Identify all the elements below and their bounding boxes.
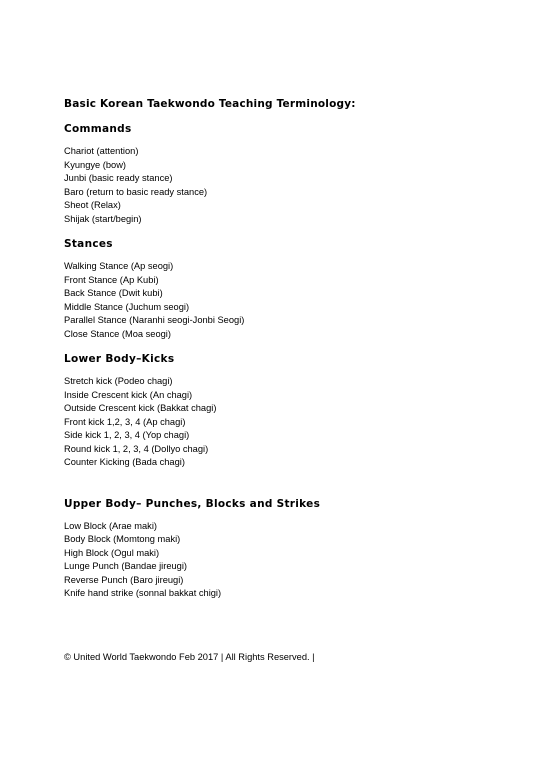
list-item: Side kick 1, 2, 3, 4 (Yop chagi) (64, 430, 190, 440)
section-kicks (64, 353, 504, 470)
list-item: Front Stance (Ap Kubi) (64, 274, 159, 285)
list-item: Walking Stance (Ap seogi) (64, 261, 174, 271)
section-heading-commands: Commands (64, 123, 132, 135)
list-item: Parallel Stance (Naranhi seogi-Jonbi Seogi) (64, 315, 245, 325)
list-item: Close Stance (Moa seogi) (64, 328, 171, 339)
list-item: Kyungye (bow) (64, 159, 127, 170)
section-heading-kicks: Lower Body–Kicks (64, 353, 175, 365)
list-item: High Block (Ogul maki) (64, 547, 160, 558)
list-item: Low Block (Arae maki) (64, 520, 157, 531)
section-stances (64, 238, 504, 341)
list-item: Body Block (Momtong maki) (64, 534, 181, 544)
document-content (64, 98, 504, 613)
list-item: Baro (return to basic ready stance) (64, 186, 208, 197)
list-item: Junbi (basic ready stance) (64, 173, 173, 183)
term-list-commands (64, 145, 504, 226)
copyright-footer: © United World Taekwondo Feb 2017 | All Rights Reserved. | (64, 652, 315, 662)
list-item: Front kick 1,2, 3, 4 (Ap chagi) (64, 416, 186, 427)
section-heading-stances: Stances (64, 238, 113, 250)
list-item: Middle Stance (Juchum seogi) (64, 301, 190, 312)
list-item: Knife hand strike (sonnal bakkat chigi) (64, 588, 222, 598)
list-item: Counter Kicking (Bada chagi) (64, 457, 185, 467)
term-list-upper-body (64, 520, 504, 601)
list-item: Sheot (Relax) (64, 200, 121, 210)
document-title: Basic Korean Taekwondo Teaching Terminology: (64, 98, 356, 110)
section-upper-body (64, 498, 504, 601)
list-item: Lunge Punch (Bandae jireugi) (64, 561, 188, 571)
list-item: Inside Crescent kick (An chagi) (64, 389, 193, 400)
list-item: Stretch kick (Podeo chagi) (64, 376, 173, 386)
section-commands (64, 123, 504, 226)
list-item: Chariot (attention) (64, 146, 139, 156)
list-item: Shijak (start/begin) (64, 213, 142, 224)
term-list-kicks (64, 375, 504, 470)
list-item: Back Stance (Dwit kubi) (64, 288, 163, 298)
list-item: Reverse Punch (Baro jireugi) (64, 574, 184, 585)
list-item: Outside Crescent kick (Bakkat chagi) (64, 403, 217, 413)
term-list-stances (64, 260, 504, 341)
list-item: Round kick 1, 2, 3, 4 (Dollyo chagi) (64, 443, 209, 454)
section-heading-upper-body: Upper Body– Punches, Blocks and Strikes (64, 497, 321, 510)
